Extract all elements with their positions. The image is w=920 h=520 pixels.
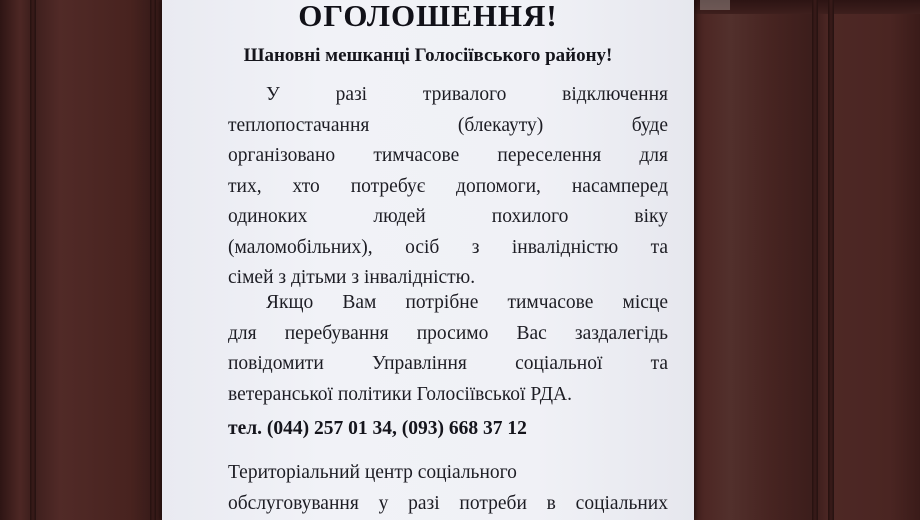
text-line: сімей з дітьми з інвалідністю. xyxy=(228,267,476,288)
text-line: обслуговування у разі потреби в соціальних xyxy=(228,492,668,514)
door-groove xyxy=(812,0,818,520)
door-panel-right xyxy=(690,0,920,520)
notice-phone: тел. (044) 257 01 34, (093) 668 37 12 xyxy=(228,418,527,439)
text-line: одиноких людей похилого віку xyxy=(228,206,668,227)
notice-paragraph-2 xyxy=(228,288,668,410)
text-line: організовано тимчасове переселення для xyxy=(228,145,668,166)
text-line: У разі тривалого відключення xyxy=(266,84,668,105)
door-panel-left xyxy=(0,0,170,520)
adhesive-tape xyxy=(700,0,730,10)
door-groove xyxy=(828,0,834,520)
text-line: ветеранської політики Голосіївської РДА. xyxy=(228,383,572,405)
door-groove xyxy=(150,0,156,520)
text-line: повідомити Управління соціальної та xyxy=(228,353,668,374)
notice-paragraph-3 xyxy=(228,458,668,519)
notice-paper xyxy=(162,0,694,520)
notice-paragraph-1 xyxy=(228,80,668,294)
notice-title: ОГОЛОШЕННЯ! xyxy=(298,0,558,33)
text-line: Якщо Вам потрібне тимчасове місце xyxy=(266,292,668,313)
text-line: (маломобільних), осіб з інвалідністю та xyxy=(228,236,668,258)
text-line: Територіальний центр соціального xyxy=(228,462,517,483)
notice-greeting: Шановні мешканці Голосіївського району! xyxy=(243,45,613,66)
text-line: для перебування просимо Вас заздалегідь xyxy=(228,322,668,344)
text-line: теплопостачання (блекауту) буде xyxy=(228,114,668,136)
door-groove xyxy=(30,0,36,520)
text-line: тих, хто потребує допомоги, насамперед xyxy=(228,175,668,197)
